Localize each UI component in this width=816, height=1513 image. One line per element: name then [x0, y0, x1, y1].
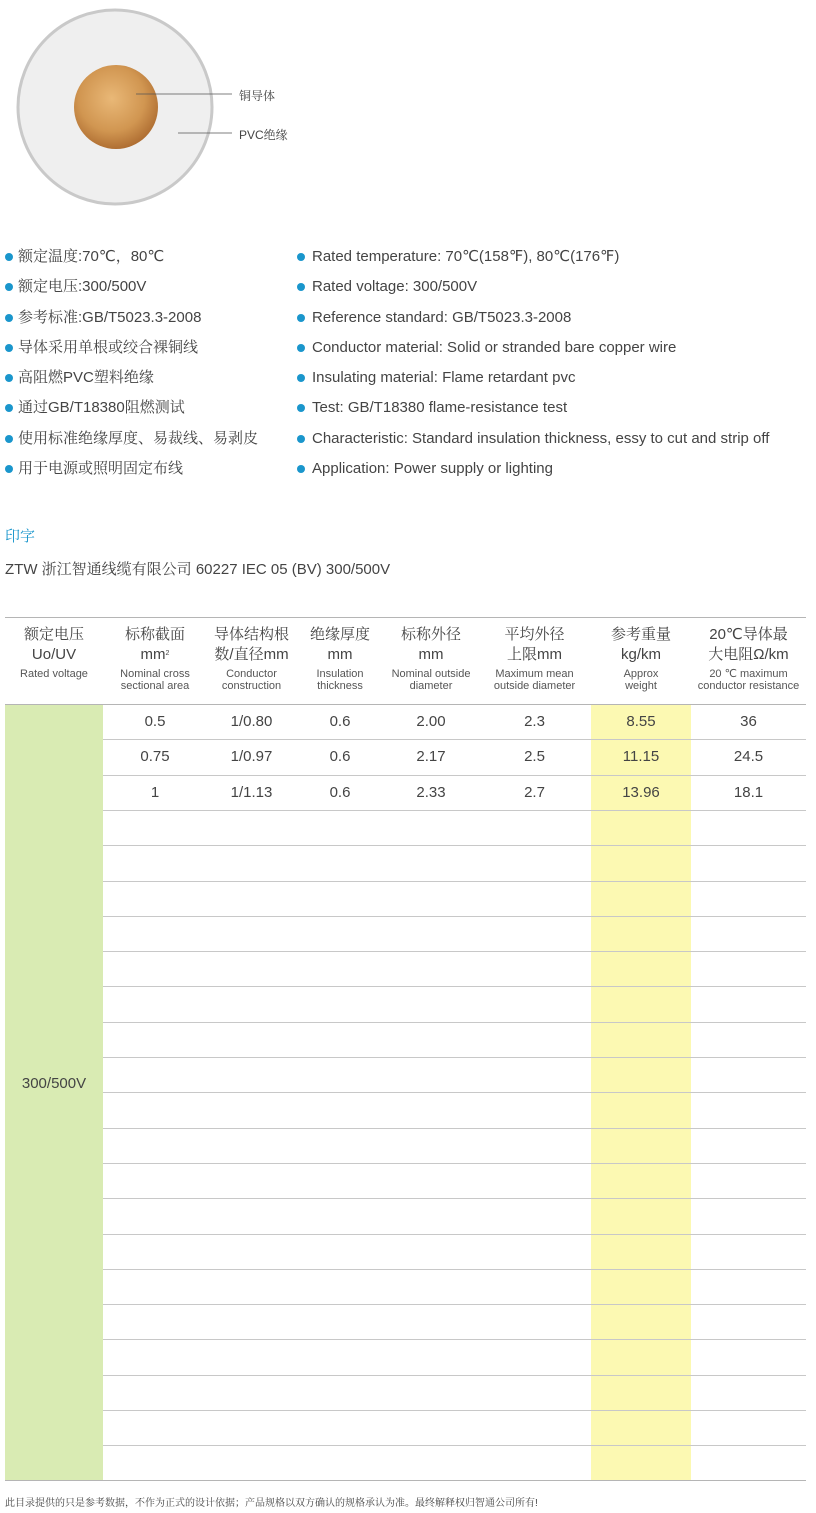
header-cn-line-1: 20℃导体最: [709, 626, 788, 643]
cell-nominal-outside-diameter: 2.00: [416, 713, 446, 730]
cable-cross-section-graphic: [0, 0, 320, 215]
header-cn-line-2: mm: [327, 646, 353, 663]
row-divider: [103, 1375, 806, 1376]
cell-cross-section: 1: [150, 784, 160, 801]
row-divider: [103, 1304, 806, 1305]
header-cn-line-2: Uo/UV: [31, 646, 77, 663]
header-cn-line-1: 绝缘厚度: [309, 626, 370, 643]
feature-item: 导体采用单根或绞合裸铜线: [5, 334, 258, 364]
header-cn-line-2: kg/km: [620, 646, 661, 663]
header-en-line-1: Nominal cross: [120, 668, 190, 680]
row-divider: [103, 1445, 806, 1446]
cell-max-mean-outside-diameter: 2.3: [524, 713, 545, 730]
header-en-line-2: construction: [221, 680, 282, 692]
header-insulation-thickness: [296, 617, 384, 704]
header-en-line-1: Approx: [623, 668, 659, 680]
cell-max-resistance: 18.1: [733, 784, 764, 801]
header-en-line-2: diameter: [409, 680, 453, 692]
cell-insulation-thickness: 0.6: [329, 713, 351, 730]
conductor-label: 铜导体: [239, 89, 276, 103]
rated-voltage-cell: 300/500V: [21, 1075, 87, 1092]
bullet-dot-icon: [297, 314, 305, 322]
cell-approx-weight: 11.15: [622, 748, 660, 765]
cell-cross-section: 0.5: [144, 713, 166, 730]
table-top-border: [5, 617, 806, 618]
bullet-dot-icon: [297, 465, 305, 473]
cell-cross-section: 0.75: [140, 748, 170, 765]
row-divider: [103, 1057, 806, 1058]
bullet-dot-icon: [297, 404, 305, 412]
header-cn-line-2: $mm^2$: [140, 646, 170, 663]
row-divider: [103, 951, 806, 952]
row-divider: [103, 1339, 806, 1340]
cell-conductor-construction: 1/1.13: [230, 784, 273, 801]
header-en-line-1: Nominal outside: [391, 668, 471, 680]
header-cn-line-1: 标称截面: [124, 626, 185, 643]
cell-insulation-thickness: 0.6: [329, 748, 351, 765]
feature-item: 使用标准绝缘厚度、易裁线、易剥皮: [5, 425, 258, 455]
header-nominal-outside-diameter: [384, 617, 478, 704]
row-divider: [103, 916, 806, 917]
header-en-line-2: conductor resistance: [697, 680, 800, 692]
feature-item: Test: GB/T18380 flame-resistance test: [297, 394, 769, 424]
feature-item: Rated temperature: 70℃(158℉), 80℃(176℉): [297, 243, 769, 273]
bullet-dot-icon: [297, 283, 305, 291]
header-cn-line-2: mm: [418, 646, 444, 663]
cell-conductor-construction: 1/0.80: [230, 713, 273, 730]
features-list-chinese: [5, 243, 258, 485]
cell-conductor-construction: 1/0.97: [230, 748, 273, 765]
cell-max-mean-outside-diameter: 2.5: [524, 748, 545, 765]
feature-item: Insulating material: Flame retardant pvc: [297, 364, 769, 394]
cable-cross-section-diagram: [0, 0, 320, 215]
row-divider: [103, 1092, 806, 1093]
feature-item: Rated voltage: 300/500V: [297, 273, 769, 303]
header-en-line-1: Maximum mean: [495, 668, 574, 680]
header-cn-line-2: 数/直径mm: [214, 646, 289, 663]
superscript: 2: [165, 650, 170, 657]
header-en-line-2: sectional area: [120, 680, 190, 692]
header-approx-weight: [591, 617, 691, 704]
row-divider: [103, 881, 806, 882]
bullet-dot-icon: [5, 404, 13, 412]
header-cn-line-2: 上限mm: [507, 646, 562, 663]
row-divider: [103, 1234, 806, 1235]
features-list-english: [297, 243, 769, 485]
cell-approx-weight: 13.96: [622, 784, 660, 801]
header-nominal-cross-section: [103, 617, 207, 704]
cell-nominal-outside-diameter: 2.33: [416, 784, 446, 801]
header-en-line-1: Rated voltage: [20, 668, 88, 680]
header-en-line-1: 20 ℃ maximum: [709, 668, 788, 680]
cell-max-resistance: 24.5: [733, 748, 764, 765]
bullet-dot-icon: [297, 253, 305, 261]
feature-item: Application: Power supply or lighting: [297, 455, 769, 485]
bullet-dot-icon: [297, 435, 305, 443]
header-en-line-2: thickness: [317, 680, 363, 692]
row-divider: [103, 845, 806, 846]
header-cn-line-2: 大电阻Ω/km: [708, 646, 789, 663]
copper-conductor: [74, 65, 158, 149]
specification-table: [5, 617, 806, 1481]
bullet-dot-icon: [5, 374, 13, 382]
bullet-dot-icon: [5, 283, 13, 291]
row-divider: [103, 1198, 806, 1199]
printing-heading: 印字: [5, 528, 36, 545]
bullet-dot-icon: [5, 435, 13, 443]
header-en-line-2: weight: [625, 680, 657, 692]
row-divider: [103, 1128, 806, 1129]
row-divider: [103, 1022, 806, 1023]
bullet-dot-icon: [5, 314, 13, 322]
row-divider: [103, 986, 806, 987]
feature-item: Reference standard: GB/T5023.3-2008: [297, 304, 769, 334]
feature-item: 参考标准:GB/T5023.3-2008: [5, 304, 258, 334]
feature-item: 用于电源或照明固定布线: [5, 455, 258, 485]
row-divider: [103, 1269, 806, 1270]
printing-marking-text: ZTW 浙江智通线缆有限公司 60227 IEC 05 (BV) 300/500V: [5, 561, 391, 578]
feature-item: 通过GB/T18380阻燃测试: [5, 394, 258, 424]
feature-item: 高阻燃PVC塑料绝缘: [5, 364, 258, 394]
cell-max-mean-outside-diameter: 2.7: [524, 784, 545, 801]
footnote-disclaimer: 此目录提供的只是参考数据，不作为正式的设计依据；产品规格以双方确认的规格承认为准。最终解释权归智通公司所有!: [5, 1498, 538, 1509]
cell-approx-weight: 8.55: [626, 713, 656, 730]
row-divider: [103, 1410, 806, 1411]
row-divider: [103, 1163, 806, 1164]
header-conductor-construction: [207, 617, 296, 704]
table-bottom-border: [5, 1480, 806, 1481]
feature-item: Characteristic: Standard insulation thickness, essy to cut and strip off: [297, 425, 769, 455]
header-cn-line-1: 导体结构根: [213, 626, 289, 643]
bullet-dot-icon: [297, 374, 305, 382]
bullet-dot-icon: [297, 344, 305, 352]
header-max-conductor-resistance: [691, 617, 806, 704]
bullet-dot-icon: [5, 253, 13, 261]
insulation-label: PVC绝缘: [239, 128, 288, 142]
cell-insulation-thickness: 0.6: [329, 784, 351, 801]
header-cn-line-1: 平均外径: [504, 626, 565, 643]
row-divider: [103, 810, 806, 811]
header-cn-line-1: 额定电压: [23, 626, 84, 643]
bullet-dot-icon: [5, 465, 13, 473]
header-en-line-2: outside diameter: [493, 680, 576, 692]
header-cn-line-1: 标称外径: [400, 626, 461, 643]
header-cn-line-1: 参考重量: [610, 626, 671, 643]
bullet-dot-icon: [5, 344, 13, 352]
cell-nominal-outside-diameter: 2.17: [416, 748, 446, 765]
feature-item: 额定电压:300/500V: [5, 273, 258, 303]
header-en-line-1: Conductor: [226, 668, 277, 680]
voltage-column-background: [5, 704, 103, 1481]
header-max-mean-outside-diameter: [478, 617, 591, 704]
feature-item: 额定温度:70℃，80℃: [5, 243, 258, 273]
header-en-line-1: Insulation: [316, 668, 364, 680]
feature-item: Conductor material: Solid or stranded bare copper wire: [297, 334, 769, 364]
cell-max-resistance: 36: [740, 713, 757, 730]
header-rated-voltage: [5, 617, 103, 704]
